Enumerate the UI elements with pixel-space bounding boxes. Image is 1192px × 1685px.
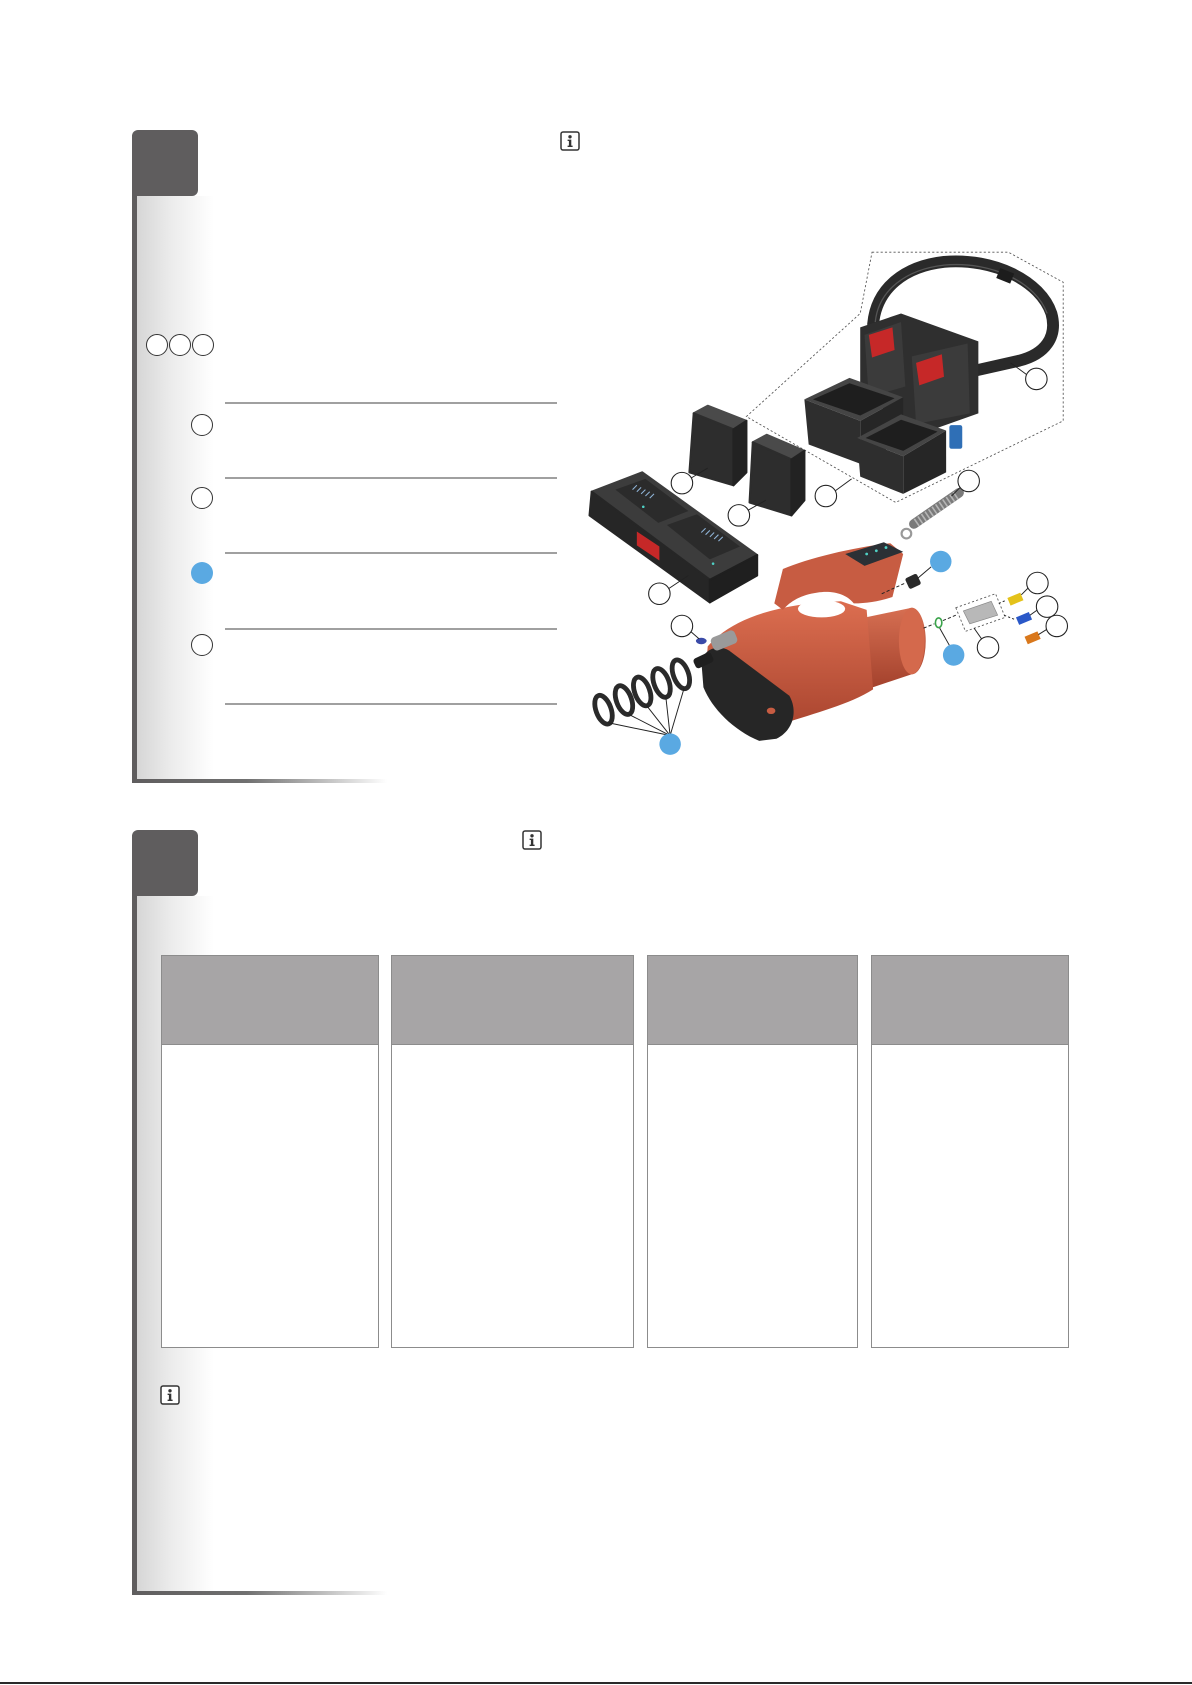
battery-charger (590, 472, 758, 602)
divider-line (225, 402, 557, 404)
callout-marker (1036, 596, 1057, 617)
leader-line (836, 479, 852, 491)
charger-led-2 (712, 562, 715, 565)
holster-clip (949, 425, 962, 449)
table-header-cell (392, 956, 633, 1045)
ring-set (591, 658, 693, 727)
callout-marker-highlighted (930, 551, 951, 572)
legend-marker-4 (191, 634, 213, 656)
o-ring (935, 618, 941, 628)
divider-line (225, 552, 557, 554)
table-header-cell (872, 956, 1068, 1045)
leader-line-dashed (1004, 615, 1015, 619)
reference-circle-1 (146, 334, 168, 356)
callout-marker (1027, 572, 1048, 593)
leader-line (608, 723, 670, 736)
hose-ring (591, 693, 615, 726)
info-icon (560, 131, 580, 151)
legend-marker-2 (191, 487, 213, 509)
table-header-cell (648, 956, 857, 1045)
legend-marker-3-highlighted (191, 562, 213, 584)
leader-line-dashed (924, 624, 935, 628)
leader-line (628, 714, 670, 735)
section-2-tab (132, 830, 198, 896)
display-indicator (875, 549, 878, 552)
nozzle-tip-blue (1016, 612, 1032, 625)
battery-side (791, 451, 804, 515)
battery-pack-2 (750, 435, 805, 516)
leader-line-dashed (999, 600, 1007, 603)
callout-marker (958, 470, 979, 491)
page-edge-rule (0, 1682, 1192, 1684)
leader-line (1021, 588, 1027, 594)
callout-marker (649, 583, 670, 604)
callout-marker (977, 637, 998, 658)
sprayer-nozzle-face (899, 608, 925, 675)
rear-housing-screw (767, 708, 776, 714)
display-indicator (865, 553, 868, 556)
leader-line (940, 628, 950, 645)
reference-circle-2 (169, 334, 191, 356)
leader-line (670, 688, 684, 735)
section-2-bottom-rule (132, 1591, 387, 1595)
table-column-2 (391, 955, 634, 1348)
spray-wand (902, 493, 959, 539)
table-header-cell (162, 956, 378, 1045)
reference-circle-3 (192, 334, 214, 356)
small-screw (696, 638, 707, 644)
nozzle-adapter (963, 601, 997, 624)
leader-line (666, 697, 670, 736)
callout-marker (671, 615, 692, 636)
charger-led-1 (642, 505, 645, 508)
info-icon (522, 830, 542, 850)
leader-line-dashed (943, 615, 956, 620)
leader-line (974, 628, 982, 639)
legend-marker-1 (191, 414, 213, 436)
divider-line (225, 477, 557, 479)
divider-line (225, 628, 557, 630)
callout-marker (728, 505, 749, 526)
display-indicator (885, 546, 888, 549)
table-column-3 (647, 955, 858, 1348)
leader-line (1030, 610, 1038, 615)
nozzle-tip-orange (1025, 631, 1041, 644)
callout-marker (815, 485, 836, 506)
callout-marker (1026, 368, 1047, 389)
callout-marker-highlighted (659, 733, 680, 754)
leader-line (1039, 629, 1048, 634)
product-exploded-view (586, 249, 1070, 757)
section-1-tab (132, 130, 198, 196)
table-column-4 (871, 955, 1069, 1348)
callout-marker-highlighted (943, 644, 964, 665)
section-1-bottom-rule (132, 779, 387, 783)
nozzle-kit (956, 593, 1041, 645)
handle-opening (798, 600, 845, 617)
battery-pack-1 (689, 406, 746, 485)
wand-key-ring (902, 529, 912, 539)
nozzle-tip-yellow (1007, 593, 1023, 606)
callout-marker (671, 472, 692, 493)
callout-marker (1046, 615, 1067, 636)
table-column-1 (161, 955, 379, 1348)
leader-line (917, 567, 931, 579)
leader-line (691, 631, 700, 639)
divider-line (225, 703, 557, 705)
info-icon (160, 1385, 180, 1405)
nozzle-seal (905, 573, 922, 589)
battery-side (733, 421, 746, 485)
